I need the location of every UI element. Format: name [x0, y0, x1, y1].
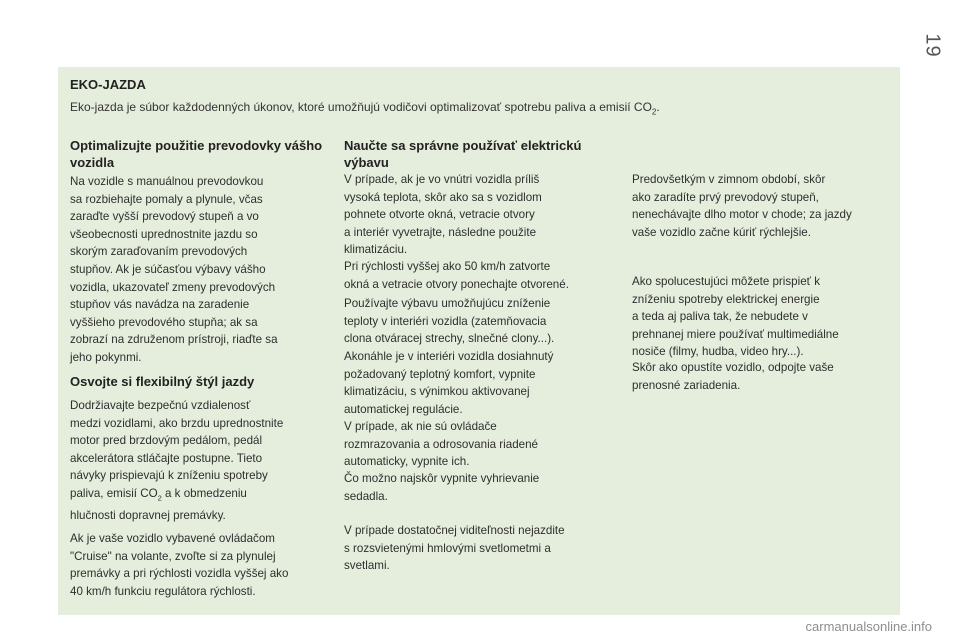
- paragraph-portable-devices: Skôr ako opustíte vozidlo, odpojte vaše prenosné zariadenia.: [632, 361, 834, 392]
- paragraph-flexible-driving: [70, 397, 332, 524]
- flexible-subscript: 2: [157, 493, 162, 503]
- paragraph-ventilation: V prípade, ak je vo vnútri vozidla príliš vysoká teplota, skôr ako sa s vozidlom pohnete otvorte okná, vetracie otvory a interiér vyvetrajte, následne použite klimatizáciu.: [344, 173, 542, 257]
- paragraph-multimedia: Ako spolucestujúci môžete prispieť k zníženiu spotreby elektrickej energie a teda aj paliva tak, že nebudete v prehnanej miere používať multimediálne nosiče (filmy, hudba, video hry...).: [632, 275, 839, 359]
- page-number: 19: [921, 33, 944, 58]
- paragraph-winter-engine: Predovšetkým v zimnom období, skôr ako zaradíte prvý prevodový stupeň, nenechávajte dlho motor v chode; za jazdy vaše vozidlo začne kúriť rýchlejšie.: [632, 173, 852, 239]
- heading-electrical: Naučte sa správne používať elektrickú výbavu: [344, 138, 582, 170]
- paragraph-windows: Pri rýchlosti vyššej ako 50 km/h zatvorte okná a vetracie otvory ponechajte otvorené.: [344, 260, 569, 291]
- paragraph-gearbox: Na vozidle s manuálnou prevodovkou sa rozbiehajte pomaly a plynule, včas zaraďte vyšší prevodový stupeň a vo všeobecnosti uprednostnite jazdu so skorým zaraďovaním prevodových stupňov. Ak je súčasťou výbavy vášho vozidla, ukazovateľ zmeny prevodových stupňov vás navádza na zaradenie vyššieho prevodového stupňa; ak sa zobrazí na združenom prístroji, riaďte sa jeho pokynmi.: [70, 175, 278, 364]
- paragraph-cruise: Ak je vaše vozidlo vybavené ovládačom "Cruise" na volante, zvoľte si za plynulej premávky a pri rýchlosti vozidla vyššej ako 40 km/h funkciu regulátora rýchlosti.: [70, 532, 289, 598]
- eco-driving-panel: [58, 67, 900, 615]
- heading-flexible-driving: Osvojte si flexibilný štýl jazdy: [70, 374, 255, 389]
- watermark: carmanualsonline.info: [805, 619, 932, 634]
- heading-gearbox: Optimalizujte použitie prevodovky vášho vozidla: [70, 138, 323, 170]
- paragraph-cooling-equipment: Používajte výbavu umožňujúcu zníženie teploty v interiéri vozidla (zatemňovacia clona otváracej strechy, slnečné clony...).: [344, 297, 555, 346]
- flexible-text-end: a k obmedzeniu hlučnosti dopravnej premávky.: [70, 486, 247, 522]
- intro-text: Eko-jazda je súbor každodenných úkonov, ktoré umožňujú vodičovi optimalizovať spotrebu paliva a emisií CO: [70, 100, 652, 114]
- paragraph-defrosting: V prípade, ak nie sú ovládače rozmrazovania a odrosovania riadené automaticky, vypnite ich.: [344, 420, 538, 469]
- intro-end: .: [656, 100, 660, 114]
- section-title: EKO-JAZDA: [70, 77, 146, 92]
- flexible-text: Dodržiavajte bezpečnú vzdialenosť medzi vozidlami, ako brzdu uprednostnite motor pred brzdovým pedálom, pedál akcelerátora stláčajte postupne. Tieto návyky prispievajú k zníženiu spotreby paliva, emisií CO: [70, 399, 284, 500]
- paragraph-seat-heating: Čo možno najskôr vypnite vyhrievanie sedadla.: [344, 472, 540, 503]
- intro-subscript: 2: [651, 107, 657, 117]
- paragraph-fog-lights: V prípade dostatočnej viditeľnosti nejazdite s rozsvietenými hmlovými svetlometmi a svetlami.: [344, 524, 565, 573]
- paragraph-air-conditioning: Akonáhle je v interiéri vozidla dosiahnutý požadovaný teplotný komfort, vypnite klimatizáciu, s výnimkou aktivovanej automatickej regulácie.: [344, 350, 554, 416]
- intro-paragraph: [70, 100, 660, 116]
